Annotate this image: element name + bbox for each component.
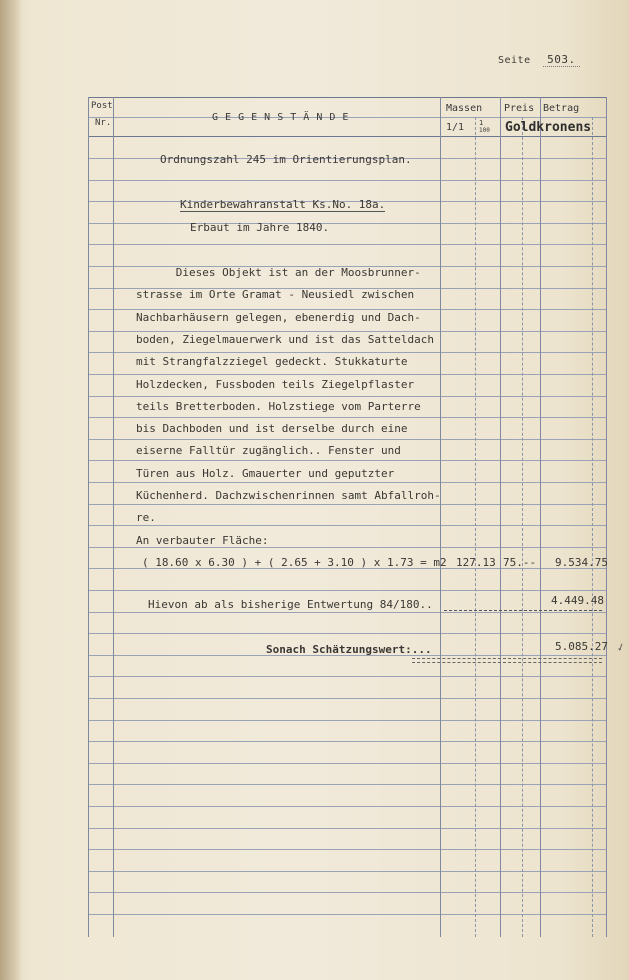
description-line: bis Dachboden und ist derselbe durch eine xyxy=(136,422,408,436)
description-line: Dieses Objekt ist an der Moosbrunner- xyxy=(136,266,421,279)
ruled-line xyxy=(88,676,606,677)
object-title: Kinderbewahranstalt Ks.No. 18a. xyxy=(180,198,386,211)
ruled-line xyxy=(88,460,606,461)
ruled-line xyxy=(88,871,606,872)
sonach-label: Sonach Schätzungswert:... xyxy=(266,643,432,656)
description-line: re. xyxy=(136,511,156,525)
description-line: teils Bretterboden. Holzstiege vom Parterre xyxy=(136,399,421,413)
header-nr: Nr. xyxy=(95,118,112,128)
header-massen: Massen xyxy=(446,103,483,114)
col-betrag-sub xyxy=(592,117,593,937)
ruled-line xyxy=(88,806,606,807)
col-left-border xyxy=(88,97,89,937)
header-currency: Goldkronens xyxy=(505,120,592,135)
hievon-underline xyxy=(444,610,602,611)
header-massen-sub: 1/1 xyxy=(446,122,465,133)
ruled-line xyxy=(88,720,606,721)
description-line: mit Strangfalzziegel gedeckt. Stukkaturte xyxy=(136,355,408,369)
header-frac-bottom: 100 xyxy=(479,127,490,134)
ruled-line xyxy=(88,374,606,375)
ruled-line xyxy=(88,828,606,829)
page-number-value: 503. xyxy=(543,53,580,67)
ruled-line xyxy=(88,482,606,483)
col-massen-sub xyxy=(475,117,476,937)
page-label: Seite xyxy=(498,55,531,66)
sonach-value: 5.085.27 xyxy=(555,640,608,653)
ruled-line xyxy=(88,914,606,915)
header-post: Post xyxy=(91,101,113,111)
ordnungszahl-line: Ordnungszahl 245 im Orientierungsplan. xyxy=(160,153,412,166)
header-betrag: Betrag xyxy=(543,103,580,114)
ruled-line xyxy=(88,331,606,332)
ruled-line xyxy=(88,244,606,245)
preis-value: 75.-- xyxy=(503,556,537,569)
description-line: eiserne Falltür zugänglich.. Fenster und xyxy=(136,444,401,458)
area-formula: ( 18.60 x 6.30 ) + ( 2.65 + 3.10 ) x 1.73 = m2 xyxy=(142,556,447,569)
area-label: An verbauter Fläche: xyxy=(136,534,269,547)
ruled-line xyxy=(88,223,606,224)
header-frac-top: 1 xyxy=(479,119,484,127)
massen-value: 127.13 xyxy=(456,556,496,569)
col-massen-left xyxy=(440,97,441,937)
col-right-border xyxy=(606,97,607,937)
description-line: strasse im Orte Gramat - Neusiedl zwischen xyxy=(136,288,415,302)
ruled-line xyxy=(88,763,606,764)
header-bottom-rule xyxy=(88,136,606,137)
betrag-value: 9.534.75 xyxy=(555,556,608,569)
description-line: Nachbarhäusern gelegen, ebenerdig und Dach- xyxy=(136,310,421,324)
ruled-line xyxy=(88,633,606,634)
ruled-line xyxy=(88,784,606,785)
ruled-line xyxy=(88,396,606,397)
ruled-line xyxy=(88,698,606,699)
header-gegenstaende: G E G E N S T Ä N D E xyxy=(212,112,349,123)
header-preis: Preis xyxy=(504,103,535,114)
ruled-line xyxy=(88,352,606,353)
description-line: Türen aus Holz. Gmauerter und geputzter xyxy=(136,466,395,480)
col-preis-sub xyxy=(522,117,523,937)
table-top-border xyxy=(88,97,606,98)
ruled-line xyxy=(88,612,606,613)
book-spine-shadow xyxy=(0,0,22,980)
ruled-line xyxy=(88,741,606,742)
page-number xyxy=(498,53,580,67)
ruled-line xyxy=(88,892,606,893)
checkmark-icon: ✓ xyxy=(614,639,627,655)
description-line: Küchenherd. Dachzwischenrinnen samt Abfallroh- xyxy=(136,489,441,502)
ruled-line xyxy=(88,417,606,418)
total-double-underline xyxy=(412,658,602,663)
col-betrag-left xyxy=(540,97,541,937)
hievon-label: Hievon ab als bisherige Entwertung 84/180.. xyxy=(148,598,433,611)
hievon-value: 4.449.48 xyxy=(551,594,604,607)
col-preis-left xyxy=(500,97,501,937)
ruled-line xyxy=(88,849,606,850)
year-built-line: Erbaut im Jahre 1840. xyxy=(190,221,330,234)
description-line: boden, Ziegelmauerwerk und ist das Satteldach xyxy=(136,332,435,346)
ruled-line xyxy=(88,180,606,181)
ruled-line xyxy=(88,439,606,440)
ruled-line xyxy=(88,504,606,505)
ruled-line xyxy=(88,590,606,591)
ruled-line xyxy=(88,525,606,526)
description-line: Holzdecken, Fussboden teils Ziegelpflaster xyxy=(136,377,415,391)
col-post-divider xyxy=(113,97,114,937)
